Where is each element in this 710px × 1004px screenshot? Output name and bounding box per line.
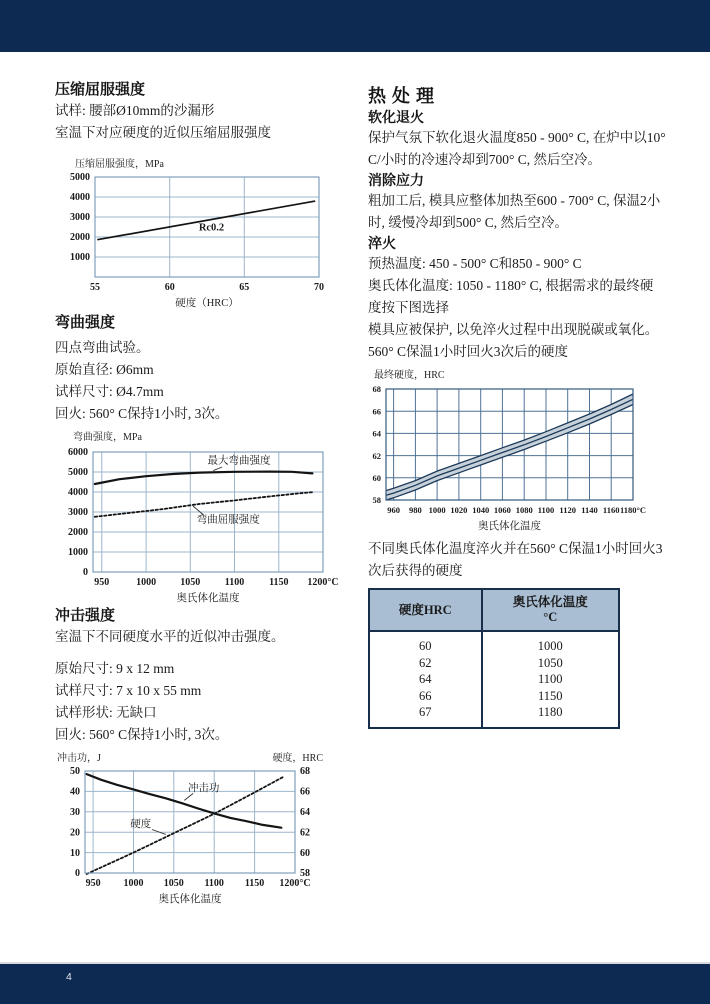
section-title-bending: 弯曲强度 <box>55 314 116 331</box>
svg-text:1100: 1100 <box>537 505 555 515</box>
hardness-temperature-table <box>368 588 620 729</box>
table-caption: 不同奥氏体化温度淬火并在560° C保温1小时回火3次后获得的硬度 <box>368 541 663 578</box>
svg-text:1080: 1080 <box>515 505 533 515</box>
svg-text:硬度（HRC）: 硬度（HRC） <box>175 298 239 309</box>
svg-text:5000: 5000 <box>68 467 88 479</box>
chart-axis-label-compressive: 压缩屈服强度，MPa <box>75 159 164 170</box>
final-hardness-chart <box>368 382 656 538</box>
table-row: 62 1050 <box>369 655 619 672</box>
table-row: 64 1100 <box>369 671 619 688</box>
impact-spec-line: 试样尺寸: 7 x 10 x 55 mm <box>55 683 202 698</box>
hardening-protection-body: 模具应被保护, 以免淬火过程中出现脱碳或氧化。 <box>368 322 659 337</box>
impact-spec-line: 回火: 560° C保持1小时, 3次。 <box>55 727 229 742</box>
svg-text:20: 20 <box>70 827 80 839</box>
bending-spec-line: 原始直径: Ø6mm <box>55 362 154 377</box>
svg-text:4000: 4000 <box>70 192 90 204</box>
svg-text:弯曲屈服强度: 弯曲屈服强度 <box>196 514 260 526</box>
svg-text:6000: 6000 <box>68 447 88 459</box>
stress-relief-body: 粗加工后, 模具应整体加热至600 - 700° C, 保温2小时, 缓慢冷却到500° C, 然后空冷。 <box>368 193 661 230</box>
svg-text:最大弯曲强度: 最大弯曲强度 <box>207 455 271 467</box>
svg-text:Rc0.2: Rc0.2 <box>198 222 225 234</box>
svg-text:1000: 1000 <box>68 547 88 559</box>
chart-axis-label-hardness: 最终硬度，HRC <box>374 370 445 381</box>
impact-desc: 室温下不同硬度水平的近似冲击强度。 <box>55 629 285 644</box>
impact-strength-chart <box>55 765 345 917</box>
svg-text:1100: 1100 <box>204 878 224 889</box>
chart-axis-label-impact-right: 硬度，HRC <box>272 753 323 764</box>
svg-text:1000: 1000 <box>70 252 90 264</box>
svg-text:1120: 1120 <box>559 505 576 515</box>
svg-text:62: 62 <box>372 450 381 461</box>
svg-text:1180°C: 1180°C <box>619 505 647 515</box>
svg-text:60: 60 <box>300 847 310 859</box>
svg-text:0: 0 <box>83 567 88 579</box>
hardening-preheat-line: 预热温度: 450 - 500° C和850 - 900° C <box>368 256 582 271</box>
svg-text:1020: 1020 <box>450 505 468 515</box>
svg-text:1040: 1040 <box>472 505 490 515</box>
svg-text:奥氏体化温度: 奥氏体化温度 <box>176 593 240 604</box>
svg-text:60: 60 <box>164 282 175 293</box>
svg-text:5000: 5000 <box>70 172 90 184</box>
table-row: 67 1180 <box>369 704 619 728</box>
svg-text:60: 60 <box>372 473 381 483</box>
impact-spec-line: 试样形状: 无缺口 <box>55 705 157 720</box>
compressive-specimen: 试样: 腰部Ø10mm的沙漏形 <box>55 103 215 118</box>
compressive-desc: 室温下对应硬度的近似压缩屈服强度 <box>55 125 271 140</box>
svg-text:1000: 1000 <box>428 505 446 515</box>
bending-spec-line: 回火: 560° C保持1小时, 3次。 <box>55 406 229 421</box>
svg-text:980: 980 <box>409 505 422 515</box>
svg-text:950: 950 <box>85 878 101 889</box>
svg-text:950: 950 <box>94 577 110 588</box>
svg-text:1200°C: 1200°C <box>279 878 311 889</box>
svg-text:58: 58 <box>372 495 381 506</box>
compressive-yield-strength-chart <box>55 171 345 311</box>
svg-text:奥氏体化温度: 奥氏体化温度 <box>158 894 222 905</box>
svg-text:硬度: 硬度 <box>130 818 152 830</box>
svg-text:55: 55 <box>90 282 100 293</box>
impact-spec-line: 原始尺寸: 9 x 12 mm <box>55 661 175 676</box>
chart-axis-label-impact-left: 冲击功，J <box>57 753 101 764</box>
top-bar <box>0 0 710 52</box>
svg-text:58: 58 <box>300 868 310 880</box>
table-body <box>369 631 619 728</box>
table-header-hardness: 硬度HRC <box>369 589 482 631</box>
svg-text:0: 0 <box>75 868 80 880</box>
section-title-compressive: 压缩屈服强度 <box>55 81 146 98</box>
svg-text:66: 66 <box>300 786 310 798</box>
footer-bar <box>0 962 710 1004</box>
page-number: 4 <box>66 971 72 983</box>
right-column <box>368 52 666 729</box>
svg-text:3000: 3000 <box>70 212 90 224</box>
table-row: 60 1000 <box>369 631 619 655</box>
left-column <box>55 52 351 917</box>
table-header-temperature: 奥氏体化温度 °C <box>482 589 620 631</box>
svg-text:960: 960 <box>387 505 400 515</box>
svg-text:1150: 1150 <box>244 878 265 889</box>
svg-text:2000: 2000 <box>68 527 88 539</box>
section-title-impact: 冲击强度 <box>55 607 116 624</box>
svg-text:65: 65 <box>239 282 250 293</box>
svg-text:1160: 1160 <box>602 505 620 515</box>
svg-text:奥氏体化温度: 奥氏体化温度 <box>478 521 541 532</box>
svg-text:1050: 1050 <box>163 878 184 889</box>
bending-spec-line: 试样尺寸: Ø4.7mm <box>55 384 164 399</box>
svg-text:3000: 3000 <box>68 507 88 519</box>
chart-axis-label-bending: 弯曲强度，MPa <box>73 432 142 443</box>
svg-text:1100: 1100 <box>224 577 245 588</box>
svg-text:68: 68 <box>372 384 381 395</box>
svg-text:10: 10 <box>70 847 80 859</box>
svg-text:40: 40 <box>70 786 80 798</box>
svg-text:4000: 4000 <box>68 487 88 499</box>
svg-text:64: 64 <box>300 807 310 818</box>
svg-text:1050: 1050 <box>180 577 201 588</box>
svg-text:30: 30 <box>70 807 80 818</box>
subsection-title-hardening: 淬火 <box>368 235 396 251</box>
svg-text:冲击功: 冲击功 <box>187 783 220 794</box>
svg-text:1000: 1000 <box>136 577 157 588</box>
hardening-austenitizing-line: 奥氏体化温度: 1050 - 1180° C, 根据需求的最终硬度按下图选择 <box>368 278 654 315</box>
subsection-title-stress-relief: 消除应力 <box>368 172 424 188</box>
svg-text:64: 64 <box>372 428 381 439</box>
svg-text:1000: 1000 <box>123 878 144 889</box>
hardness-chart-caption: 560° C保温1小时回火3次后的硬度 <box>368 344 569 359</box>
table-row: 66 1150 <box>369 688 619 705</box>
subsection-title-soft-annealing: 软化退火 <box>368 109 424 125</box>
bending-spec-line: 四点弯曲试验。 <box>55 340 150 355</box>
page-title-heat-treatment: 热处理 <box>368 86 440 106</box>
bending-strength-chart <box>55 444 345 606</box>
svg-text:66: 66 <box>372 406 381 417</box>
svg-text:70: 70 <box>314 282 324 293</box>
svg-text:1200°C: 1200°C <box>307 577 339 588</box>
svg-text:1060: 1060 <box>493 505 511 515</box>
svg-text:1150: 1150 <box>269 577 289 588</box>
svg-text:1140: 1140 <box>581 505 598 515</box>
svg-text:2000: 2000 <box>70 232 90 244</box>
soft-annealing-body: 保护气氛下软化退火温度850 - 900° C, 在炉中以10° C/小时的冷速冷却到700° C, 然后空冷。 <box>368 130 666 167</box>
svg-text:62: 62 <box>300 827 310 839</box>
svg-text:68: 68 <box>300 766 310 778</box>
svg-text:50: 50 <box>70 766 80 778</box>
